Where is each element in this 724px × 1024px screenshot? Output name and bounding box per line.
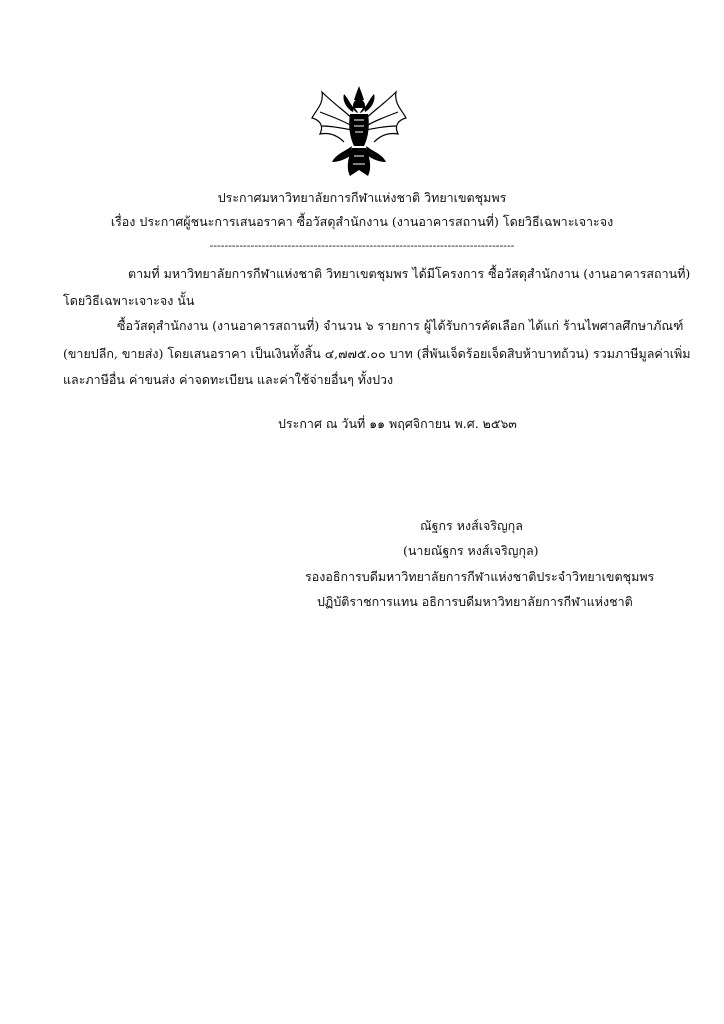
signatory-name: ณัฐกร หงส์เจริญกุล (420, 518, 523, 533)
paragraph-1-line-1: ตามที่ มหาวิทยาลัยการกีฬาแห่งชาติ วิทยาเขตชุมพร ได้มีโครงการ ซื้อวัสดุสำนักงาน (งานอาคารสถานที่) (128, 266, 691, 281)
signatory-position: รองอธิการบดีมหาวิทยาลัยการกีฬาแห่งชาติประจำวิทยาเขตชุมพร (305, 569, 655, 584)
paragraph-1-line-2: โดยวิธีเฉพาะเจาะจง นั้น (63, 293, 195, 308)
paragraph-2-line-1: ซื้อวัสดุสำนักงาน (งานอาคารสถานที่) จำนวน ๖ รายการ ผู้ได้รับการคัดเลือก ได้แก่ ร้านไพศาลศึกษาภัณฑ์ (117, 318, 684, 333)
divider-line: ---------------------------------------------------------------------------------- (209, 239, 515, 252)
announcement-title: ประกาศมหาวิทยาลัยการกีฬาแห่งชาติ วิทยาเขตชุมพร (217, 190, 507, 205)
garuda-emblem-icon (308, 82, 410, 182)
announcement-subject: เรื่อง ประกาศผู้ชนะการเสนอราคา ซื้อวัสดุสำนักงาน (งานอาคารสถานที่) โดยวิธีเฉพาะเจาะจง (110, 214, 614, 229)
paragraph-2-line-3: และภาษีอื่น ค่าขนส่ง ค่าจดทะเบียน และค่าใช้จ่ายอื่นๆ ทั้งปวง (63, 372, 394, 387)
paragraph-2-line-2: (ขายปลีก, ขายส่ง) โดยเสนอราคา เป็นเงินทั้งสิ้น ๔,๗๗๕.๐๐ บาท (สี่พันเจ็ดร้อยเจ็ดสิบห้าบาทถ้วน) รวมภาษีมูลค่าเพิ่ม (63, 346, 691, 361)
signatory-acting-position: ปฏิบัติราชการแทน อธิการบดีมหาวิทยาลัยการกีฬาแห่งชาติ (317, 594, 633, 609)
announcement-date: ประกาศ ณ วันที่ ๑๑ พฤศจิกายน พ.ศ. ๒๕๖๓ (278, 416, 517, 431)
signatory-full-name: (นายณัฐกร หงส์เจริญกุล) (403, 543, 539, 558)
